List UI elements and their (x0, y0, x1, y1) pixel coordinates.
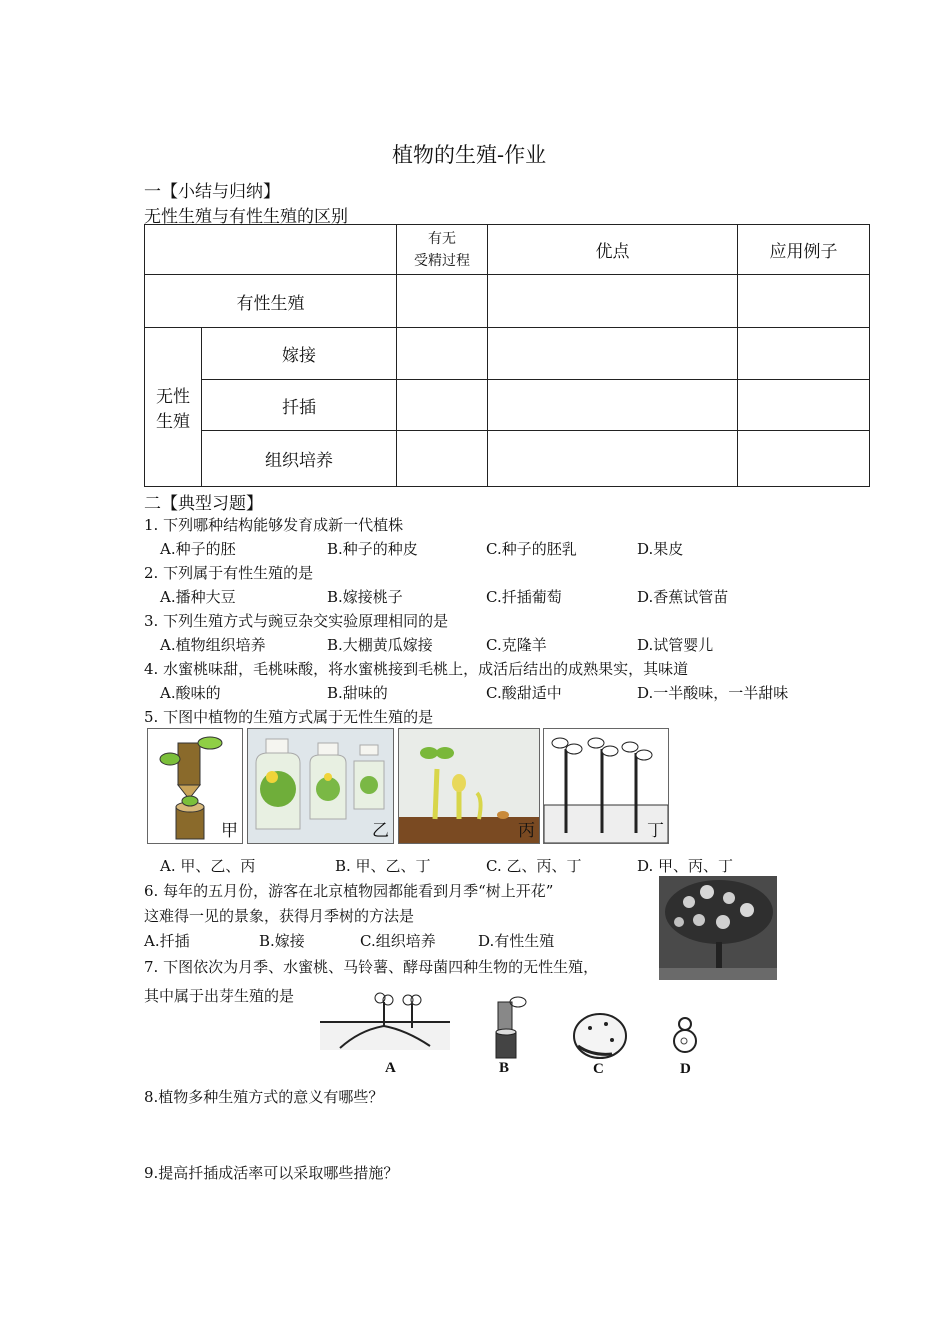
question-7-line1: 7. 下图依次为月季、水蜜桃、马铃薯、酵母菌四种生物的无性生殖， (144, 958, 599, 976)
q2-option-d: D.香蕉试管苗 (637, 588, 729, 606)
question-2: 2. 下列属于有性生殖的是 (144, 564, 314, 582)
table-cell (397, 275, 488, 328)
q3-option-b: B.大棚黄瓜嫁接 (327, 636, 433, 654)
q3-option-d: D.试管婴儿 (637, 636, 714, 654)
figure-potato (572, 1010, 628, 1060)
q1-option-d: D.果皮 (637, 540, 684, 558)
figure-layering-rose (320, 990, 450, 1062)
q5-option-d: D. 甲、丙、丁 (637, 857, 734, 875)
figure-label-yi: 乙 (372, 821, 389, 841)
question-6-line2: 这难得一见的景象，获得月季树的方法是 (144, 907, 415, 925)
figure-label-ding: 丁 (647, 821, 664, 841)
comparison-table (144, 224, 870, 487)
question-5: 5. 下图中植物的生殖方式属于无性生殖的是 (144, 708, 434, 726)
question-1: 1. 下列哪种结构能够发育成新一代植株 (144, 516, 404, 534)
q6-option-d: D.有性生殖 (478, 932, 555, 950)
table-header-examples: 应用例子 (738, 225, 870, 275)
q4-option-c: C.酸甜适中 (486, 684, 562, 702)
table-cell (738, 328, 870, 380)
figure-grafting (147, 728, 243, 844)
figure-yeast (670, 1014, 700, 1056)
q6-option-b: B.嫁接 (259, 932, 305, 950)
table-cell (397, 380, 488, 431)
figure-seed-germination (398, 728, 540, 844)
header-fert-line2: 受精过程 (414, 252, 471, 269)
q5-option-a: A. 甲、乙、丙 (160, 857, 256, 875)
figure-graft-peach (488, 994, 528, 1060)
q7-label-d: D (680, 1061, 691, 1077)
q1-option-a: A.种子的胚 (160, 540, 236, 558)
figure-rose-tree (659, 876, 777, 980)
q6-option-a: A.扦插 (144, 932, 190, 950)
q2-option-c: C.扦插葡萄 (486, 588, 562, 606)
row-label-sexual: 有性生殖 (145, 275, 397, 328)
q7-label-b: B (499, 1060, 510, 1076)
table-cell (488, 380, 738, 431)
q3-option-c: C.克隆羊 (486, 636, 547, 654)
row-label-asexual (145, 328, 202, 487)
row-label-grafting: 嫁接 (202, 328, 397, 380)
q2-option-b: B.嫁接桃子 (327, 588, 403, 606)
table-corner-cell (145, 225, 397, 275)
table-cell (488, 328, 738, 380)
page-title: 植物的生殖-作业 (392, 143, 547, 167)
section1-heading: 一【小结与归纳】 (144, 182, 280, 202)
figure-label-jia: 甲 (221, 821, 238, 841)
asexual-line1: 无性 (156, 387, 190, 407)
q5-option-b: B. 甲、乙、丁 (335, 857, 431, 875)
table-cell (738, 275, 870, 328)
question-7-line2: 其中属于出芽生殖的是 (144, 987, 295, 1005)
row-label-tissue-culture: 组织培养 (202, 431, 397, 487)
q6-option-c: C.组织培养 (360, 932, 436, 950)
q3-option-a: A.植物组织培养 (160, 636, 266, 654)
figure-cuttings (543, 728, 669, 844)
q5-option-c: C. 乙、丙、丁 (486, 857, 582, 875)
table-cell (488, 431, 738, 487)
q1-option-b: B.种子的种皮 (327, 540, 418, 558)
asexual-line2: 生殖 (156, 412, 190, 432)
q4-option-a: A.酸味的 (160, 684, 221, 702)
section1-subheading: 无性生殖与有性生殖的区别 (144, 207, 348, 227)
table-cell (738, 380, 870, 431)
table-cell (738, 431, 870, 487)
rose-tree-illustration (659, 876, 777, 980)
section2-heading: 二【典型习题】 (144, 494, 263, 514)
question-4: 4. 水蜜桃味甜，毛桃味酸，将水蜜桃接到毛桃上，成活后结出的成熟果实，其味道 (144, 660, 689, 678)
q4-option-b: B.甜味的 (327, 684, 388, 702)
question-6-line1: 6. 每年的五月份，游客在北京植物园都能看到月季“树上开花” (144, 882, 554, 900)
table-cell (488, 275, 738, 328)
question-8: 8.植物多种生殖方式的意义有哪些？ (144, 1088, 384, 1106)
question-9: 9.提高扦插成活率可以采取哪些措施？ (144, 1164, 399, 1182)
question-3: 3. 下列生殖方式与豌豆杂交实验原理相同的是 (144, 612, 449, 630)
q2-option-a: A.播种大豆 (160, 588, 236, 606)
figure-label-bing: 丙 (518, 821, 535, 841)
row-label-cutting: 扦插 (202, 380, 397, 431)
q4-option-d: D.一半酸味，一半甜味 (637, 684, 789, 702)
table-cell (397, 328, 488, 380)
q7-label-c: C (593, 1061, 604, 1077)
table-header-fertilization (397, 225, 488, 275)
figure-tissue-culture (247, 728, 394, 844)
table-cell (397, 431, 488, 487)
q7-label-a: A (385, 1060, 396, 1076)
header-fert-line1: 有无 (428, 230, 457, 247)
table-header-advantages: 优点 (488, 225, 738, 275)
q1-option-c: C.种子的胚乳 (486, 540, 577, 558)
